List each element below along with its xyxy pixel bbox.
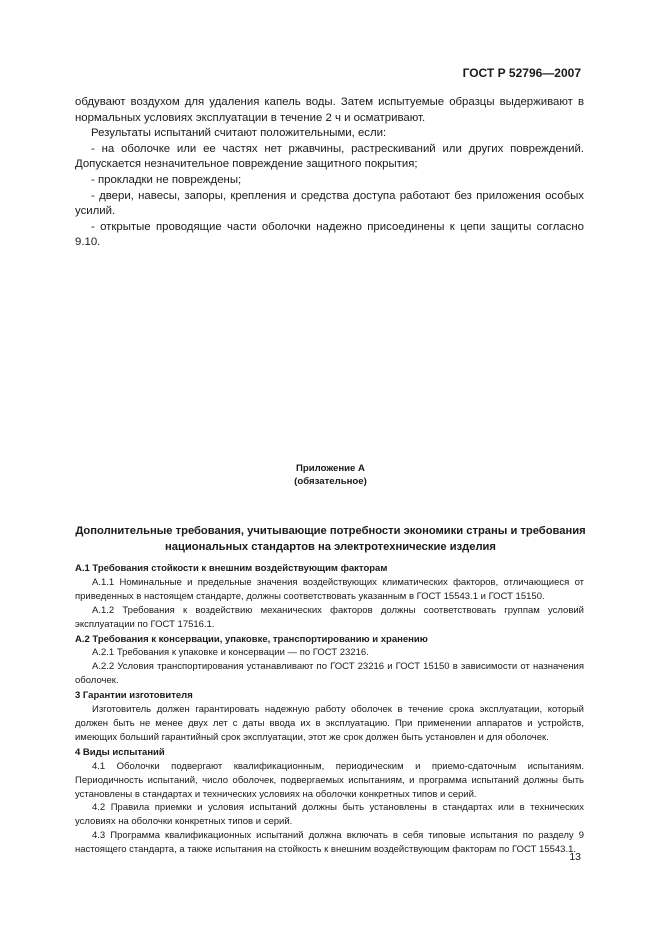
paragraph: А.2.1 Требования к упаковке и консервации — по ГОСТ 23216.: [92, 647, 369, 659]
paragraph: А.1.2 Требования к воздействию механических факторов должны соответствовать группам условий эксплуатации по ГОСТ 17516.1.: [75, 604, 584, 630]
paragraph: Изготовитель должен гарантировать надежную работу оболочек в течение срока эксплуатации, который должен быть не менее двух лет с даты ввода их в эксплуатацию. При применении аппаратов и устройств, имеющих больший гарантийный срок эксплуатации, этот же срок должен быть установлен и для оболочек.: [75, 704, 584, 743]
appendix-title: [60, 524, 601, 555]
list-item: - двери, навесы, запоры, крепления и средства доступа работают без приложения особых усилий.: [75, 189, 584, 218]
appendix-name: Приложение А: [296, 463, 365, 474]
paragraph: 4.3 Программа квалификационных испытаний должна включать в себя типовые испытания по разделу 9 настоящего стандарта, а также испытания на стойкость к внешним воздействующим факторам по ГОСТ 15543.1.: [75, 830, 584, 856]
section-heading: А.2 Требования к консервации, упаковке, транспортированию и хранению: [75, 633, 428, 645]
paragraph: обдувают воздухом для удаления капель воды. Затем испытуемые образцы выдерживают в нормальных условиях эксплуатации в течение 2 ч и осматривают.: [75, 96, 584, 124]
section-heading: 4 Виды испытаний: [75, 746, 165, 758]
appendix-body: [75, 561, 584, 857]
list-item: - на оболочке или ее частях нет ржавчины, растрескиваний или других повреждений. Допускается незначительное повреждение защитного покрытия;: [75, 142, 584, 171]
top-text-block: [75, 95, 584, 251]
appendix-status: (обязательное): [294, 475, 367, 487]
paragraph: А.2.2 Условия транспортирования устанавливают по ГОСТ 23216 и ГОСТ 15150 в зависимости от назначения оболочек.: [75, 661, 584, 687]
appendix-title-line: Дополнительные требования, учитывающие потребности экономики страны и требования: [75, 525, 586, 537]
appendix-label: [0, 463, 661, 488]
page-number: 13: [569, 851, 581, 863]
section-heading: А.1 Требования стойкости к внешним воздействующим факторам: [75, 563, 388, 574]
section-heading: 3 Гарантии изготовителя: [75, 690, 193, 702]
list-item: - открытые проводящие части оболочки надежно присоединены к цепи защиты согласно 9.10.: [75, 220, 584, 249]
list-item: - прокладки не повреждены;: [91, 173, 242, 186]
appendix-title-line: национальных стандартов на электротехнические изделия: [165, 540, 496, 553]
paragraph: 4.2 Правила приемки и условия испытаний должны быть установлены в стандартах или в технических условиях на оболочки конкретных типов и серий.: [75, 802, 584, 828]
paragraph: 4.1 Оболочки подвергают квалификационным, периодическим и приемо-сдаточным испытаниям. Периодичность испытаний, число оболочек, подвергаемых испытаниям, и программа испытаний должны быть установлены в стандартах и технических условиях на оболочки конкретных типов и серий.: [75, 760, 584, 800]
document-code: ГОСТ Р 52796—2007: [462, 66, 581, 80]
paragraph: А.1.1 Номинальные и предельные значения воздействующих климатических факторов, отличающиеся от приведенных в настоящем стандарте, должны соответствовать указанным в ГОСТ 15543.1 и ГОСТ 15150.: [75, 576, 584, 602]
paragraph: Результаты испытаний считают положительными, если:: [91, 127, 387, 140]
